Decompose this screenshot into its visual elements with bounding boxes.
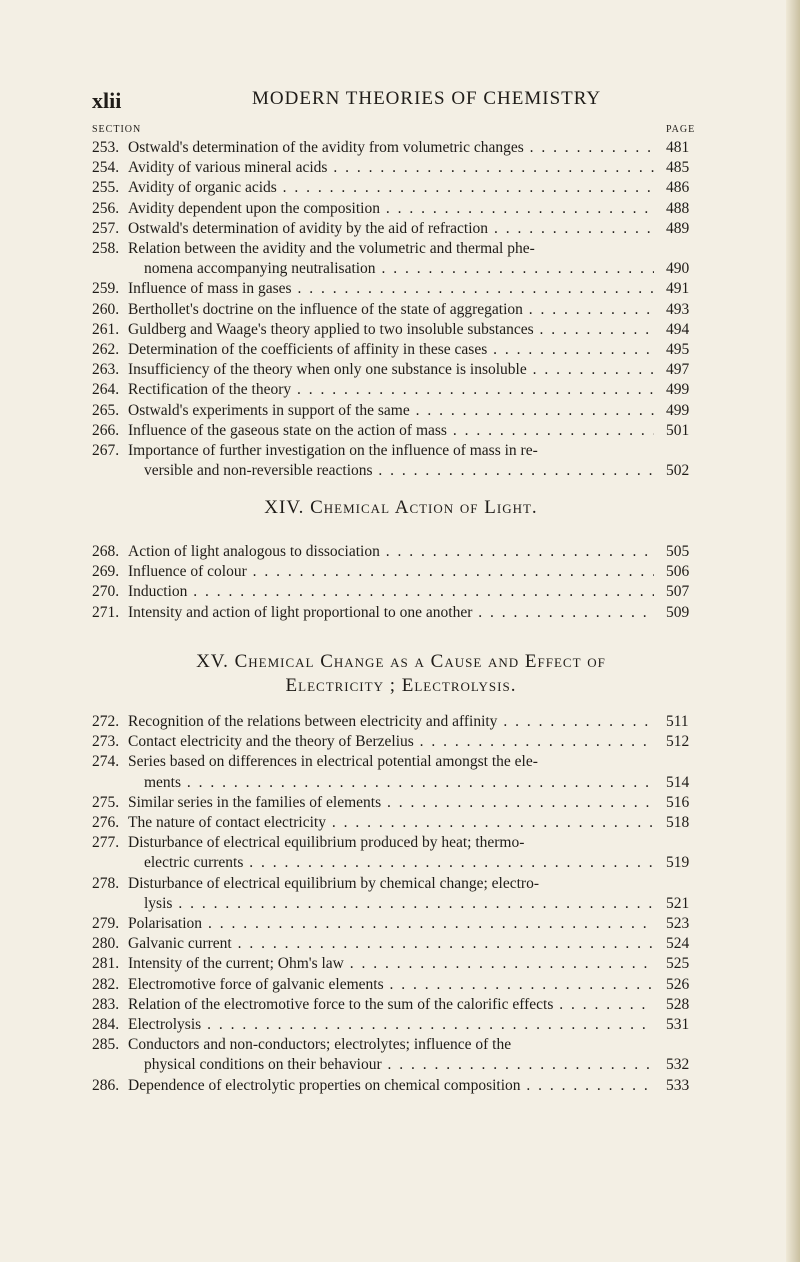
toc-entry — [92, 934, 710, 954]
running-title: MODERN THEORIES OF CHEMISTRY — [252, 88, 602, 109]
page-number: 523 — [666, 915, 690, 933]
toc-entry — [92, 1015, 710, 1035]
toc-entry — [92, 279, 710, 299]
section-number: 273. — [92, 733, 120, 751]
page-edge — [786, 0, 800, 1262]
toc-entry — [92, 995, 710, 1015]
page-number: 511 — [666, 713, 689, 730]
section-title: Importance of further investigation on the influence of mass in re- — [128, 442, 538, 460]
page-number: 521 — [666, 894, 690, 912]
section-title: Similar series in the families of elements . . . — [128, 793, 654, 813]
section-title: Guldberg and Waage's theory applied to two insoluble substances . . . — [128, 320, 654, 340]
section-number: 261. — [92, 320, 120, 338]
section-number: 265. — [92, 401, 120, 419]
toc-entry — [92, 833, 710, 873]
toc-entry — [92, 138, 710, 158]
page-column-label: PAGE — [666, 124, 696, 135]
page-number: 533 — [666, 1076, 690, 1094]
section-number: 278. — [92, 874, 120, 892]
toc-entry — [92, 1035, 710, 1075]
section-title-continued: lysis . . . — [144, 894, 654, 914]
page-number: 491 — [666, 280, 690, 298]
section-title: The nature of contact electricity . . . — [128, 813, 654, 833]
toc-entry — [92, 582, 710, 602]
page-number: 499 — [666, 401, 690, 419]
page-number: 516 — [666, 793, 690, 811]
section-number: 263. — [92, 361, 120, 379]
page-number: 489 — [666, 219, 690, 237]
page-number: 486 — [666, 179, 690, 197]
toc-entry — [92, 732, 710, 752]
section-number: 270. — [92, 583, 120, 601]
section-column-label: SECTION — [92, 124, 142, 135]
toc-entry — [92, 219, 710, 239]
section-title: Action of light analogous to dissociation . . . — [128, 542, 654, 562]
toc-entry — [92, 380, 710, 400]
section-number: 276. — [92, 814, 120, 832]
section-title: Berthollet's doctrine on the influence of the state of aggregation . . . — [128, 300, 654, 320]
page-number: 502 — [666, 462, 690, 480]
section-number: 267. — [92, 442, 120, 460]
section-title: Determination of the coefficients of affinity in these cases . . . — [128, 340, 654, 360]
section-number: 280. — [92, 935, 120, 953]
section-title: Series based on differences in electrical potential amongst the ele- — [128, 753, 538, 771]
chapter-heading-xiv — [92, 496, 710, 520]
page-number: 526 — [666, 975, 690, 993]
toc-entry — [92, 752, 710, 792]
section-title: Disturbance of electrical equilibrium by chemical change; electro- — [128, 874, 539, 892]
chapter-title-line2: Electricity ; Electrolysis. — [285, 675, 517, 696]
page-number: 512 — [666, 733, 690, 751]
section-title: Electromotive force of galvanic elements . . . — [128, 975, 654, 995]
section-title: Polarisation . . . — [128, 914, 654, 934]
section-title: Disturbance of electrical equilibrium produced by heat; thermo- — [128, 834, 525, 852]
page-number: 531 — [666, 1016, 690, 1034]
section-number: 262. — [92, 341, 120, 359]
section-title-continued: electric currents . . . — [144, 853, 654, 873]
page-number: 499 — [666, 381, 690, 399]
page-number: 509 — [666, 603, 690, 621]
section-title: Influence of colour . . . — [128, 562, 654, 582]
toc-entry — [92, 1076, 710, 1096]
section-title: Ostwald's determination of avidity by the aid of refraction . . . — [128, 219, 654, 239]
section-number: 284. — [92, 1016, 120, 1034]
page-folio: xlii — [92, 88, 122, 113]
section-title: Conductors and non-conductors; electrolytes; influence of the — [128, 1036, 512, 1054]
section-number: 256. — [92, 199, 120, 217]
section-title: Ostwald's experiments in support of the same . . . — [128, 401, 654, 421]
section-title: Insufficiency of the theory when only one substance is insoluble . . . — [128, 360, 654, 380]
section-number: 283. — [92, 995, 120, 1013]
running-header — [92, 88, 712, 114]
section-number: 271. — [92, 603, 120, 621]
section-title: Influence of the gaseous state on the action of mass . . . — [128, 421, 654, 441]
section-title: Relation of the electromotive force to the sum of the calorific effects . . . — [128, 995, 654, 1015]
toc-block-electricity — [92, 712, 710, 1096]
section-number: 268. — [92, 543, 120, 560]
toc-entry — [92, 401, 710, 421]
page-number: 488 — [666, 199, 690, 217]
page-number: 532 — [666, 1056, 690, 1074]
section-title-continued: ments . . . — [144, 773, 654, 793]
page-number: 525 — [666, 955, 690, 973]
section-number: 266. — [92, 421, 120, 439]
toc-entry — [92, 603, 710, 623]
toc-block-mass-action — [92, 138, 710, 481]
section-number: 277. — [92, 834, 120, 852]
page-number: 505 — [666, 543, 690, 560]
toc-entry — [92, 199, 710, 219]
section-number: 282. — [92, 975, 120, 993]
section-number: 279. — [92, 915, 120, 933]
section-title: Induction . . . — [128, 582, 654, 602]
section-number: 259. — [92, 280, 120, 298]
section-number: 272. — [92, 713, 120, 730]
section-title: Avidity of organic acids . . . — [128, 178, 654, 198]
chapter-title-line1: Chemical Change as a Cause and Effect of — [234, 651, 606, 672]
toc-entry — [92, 813, 710, 833]
section-title: Rectification of the theory . . . — [128, 380, 654, 400]
page-number: 528 — [666, 995, 690, 1013]
section-title: Avidity dependent upon the composition . . . — [128, 199, 654, 219]
section-title-continued: versible and non-reversible reactions . . . — [144, 461, 654, 481]
toc-entry — [92, 178, 710, 198]
section-number: 286. — [92, 1076, 120, 1094]
section-number: 255. — [92, 179, 120, 197]
section-number: 258. — [92, 240, 120, 258]
section-number: 253. — [92, 139, 120, 156]
section-title: Intensity and action of light proportional to one another . . . — [128, 603, 654, 623]
chapter-number: XV. — [196, 651, 229, 672]
page-number: 490 — [666, 260, 690, 278]
page-number: 494 — [666, 320, 690, 338]
toc-entry — [92, 320, 710, 340]
page-number: 524 — [666, 935, 690, 953]
page-number: 518 — [666, 814, 690, 832]
chapter-heading-xv — [92, 650, 710, 698]
toc-entry — [92, 954, 710, 974]
toc-entry — [92, 542, 710, 562]
section-title-continued: physical conditions on their behaviour . . . — [144, 1055, 654, 1075]
section-title: Ostwald's determination of the avidity from volumetric changes . . . — [128, 138, 654, 158]
toc-entry — [92, 340, 710, 360]
toc-entry — [92, 562, 710, 582]
toc-entry — [92, 975, 710, 995]
section-title: Relation between the avidity and the volumetric and thermal phe- — [128, 240, 535, 258]
section-number: 257. — [92, 219, 120, 237]
section-number: 269. — [92, 563, 120, 581]
toc-entry — [92, 441, 710, 481]
section-number: 274. — [92, 753, 120, 771]
page-number: 485 — [666, 159, 690, 177]
page-number: 481 — [666, 139, 690, 156]
toc-entry — [92, 914, 710, 934]
section-title: Recognition of the relations between electricity and affinity . . . — [128, 712, 654, 732]
toc-entry — [92, 158, 710, 178]
toc-entry — [92, 421, 710, 441]
page-number: 493 — [666, 300, 690, 318]
toc-entry — [92, 712, 710, 732]
section-number: 260. — [92, 300, 120, 318]
section-title: Electrolysis . . . — [128, 1015, 654, 1035]
toc-entry — [92, 793, 710, 813]
toc-entry — [92, 239, 710, 279]
section-number: 275. — [92, 793, 120, 811]
section-title: Contact electricity and the theory of Berzelius . . . — [128, 732, 654, 752]
section-title: Intensity of the current; Ohm's law . . . — [128, 954, 654, 974]
chapter-number: XIV. — [264, 497, 305, 518]
page-number: 495 — [666, 341, 690, 359]
page-number: 507 — [666, 583, 690, 601]
section-title-continued: nomena accompanying neutralisation . . . — [144, 259, 654, 279]
page-number: 501 — [666, 421, 690, 439]
section-title: Galvanic current . . . — [128, 934, 654, 954]
page-number: 497 — [666, 361, 690, 379]
section-number: 254. — [92, 159, 120, 177]
section-number: 285. — [92, 1036, 120, 1054]
section-title: Avidity of various mineral acids . . . — [128, 158, 654, 178]
page-number: 514 — [666, 773, 690, 791]
toc-entry — [92, 300, 710, 320]
section-number: 281. — [92, 955, 120, 973]
chapter-title: Chemical Action of Light. — [310, 497, 538, 518]
section-title: Influence of mass in gases . . . — [128, 279, 654, 299]
toc-entry — [92, 874, 710, 914]
page-number: 506 — [666, 563, 690, 581]
section-number: 264. — [92, 381, 120, 399]
toc-block-light — [92, 542, 710, 623]
page-number: 519 — [666, 854, 690, 872]
section-title: Dependence of electrolytic properties on chemical composition . . . — [128, 1076, 654, 1096]
toc-entry — [92, 360, 710, 380]
